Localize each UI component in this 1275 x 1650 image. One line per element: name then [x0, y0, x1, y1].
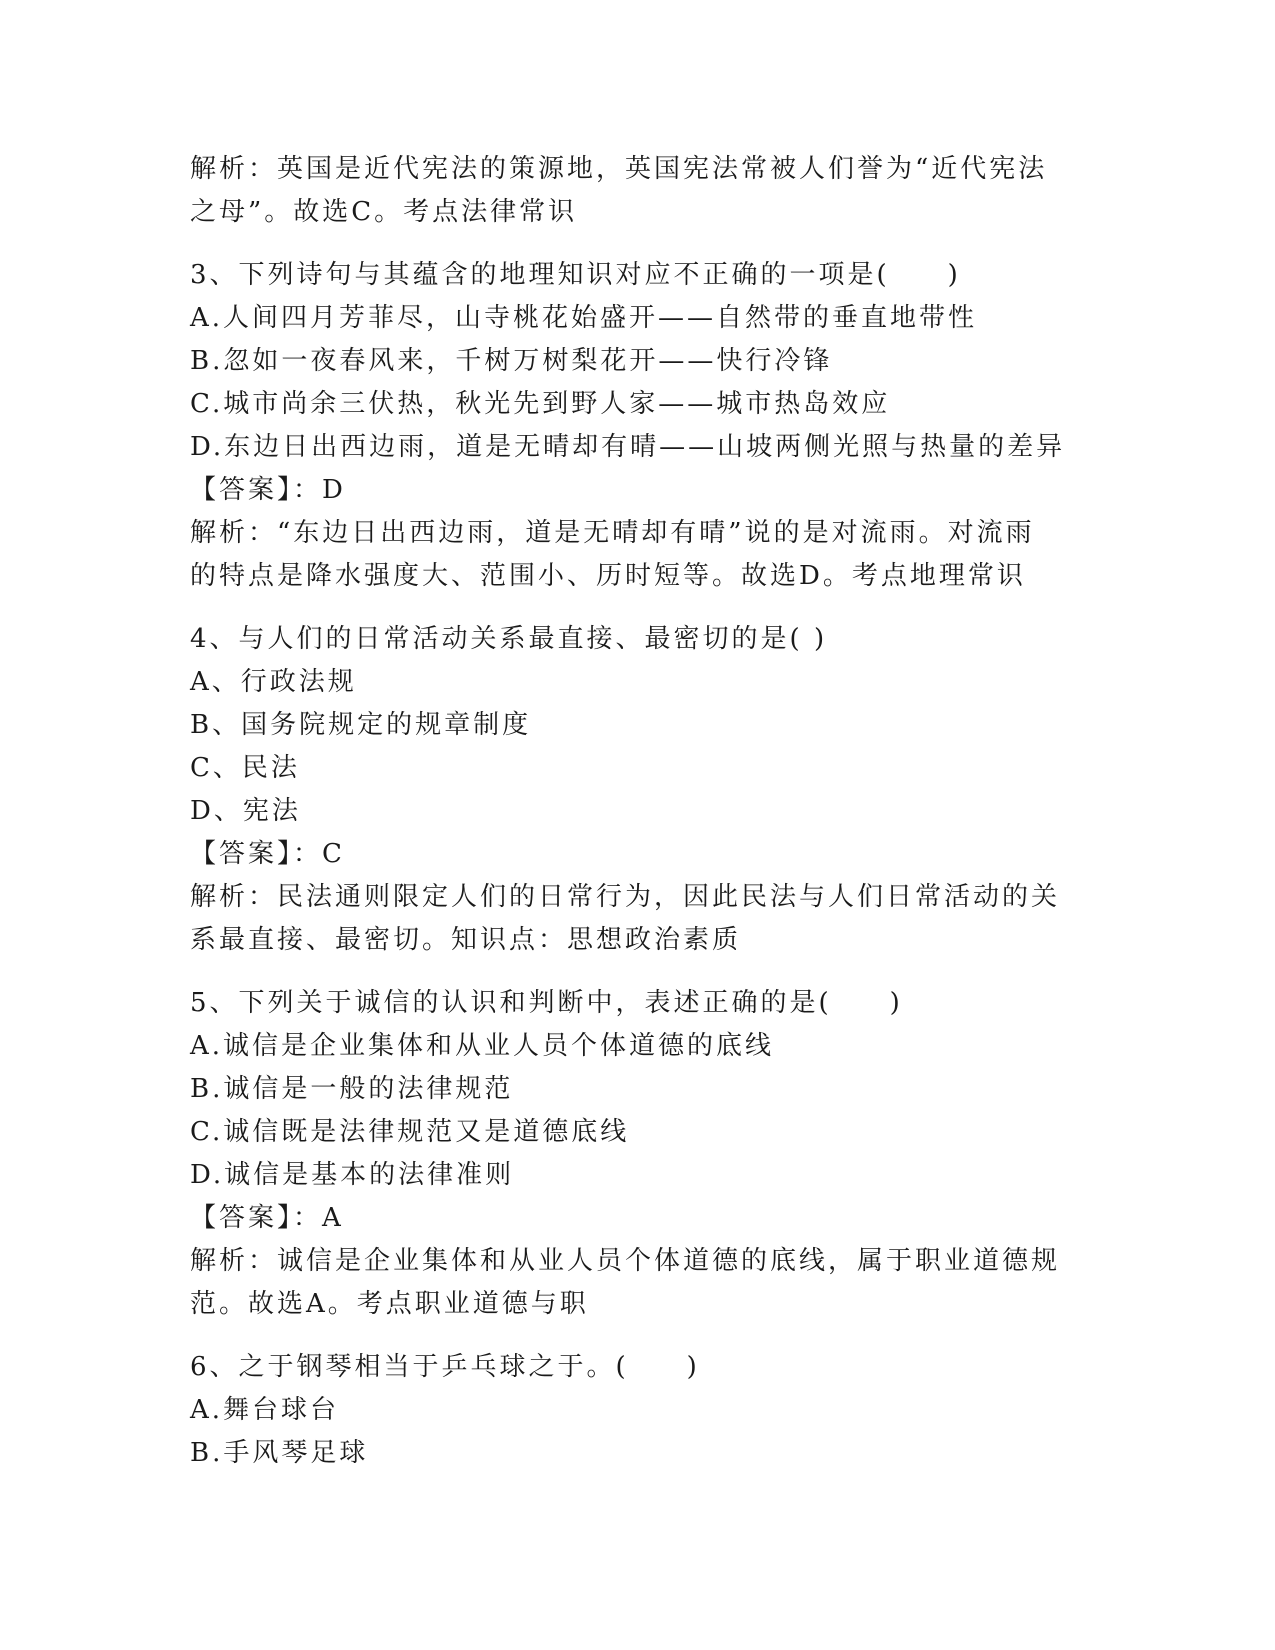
answer-line: 【答案】：C — [190, 839, 345, 869]
option-d: D.东边日出西边雨，道是无晴却有晴——山坡两侧光照与热量的差异 — [190, 432, 1066, 462]
option-d: D.诚信是基本的法律准则 — [190, 1160, 515, 1190]
question-block-3 — [190, 254, 1070, 598]
document-content — [190, 148, 1070, 1475]
answer-line: 【答案】：D — [190, 475, 346, 505]
option-a: A.人间四月芳菲尽，山寺桃花始盛开——自然带的垂直地带性 — [190, 303, 978, 333]
option-b: B.忽如一夜春风来，千树万树梨花开——快行冷锋 — [190, 346, 833, 376]
analysis-line: 之母”。故选C。考点法律常识 — [190, 197, 578, 227]
option-c: C.诚信既是法律规范又是道德底线 — [190, 1117, 630, 1147]
analysis-line: 解析：英国是近代宪法的策源地，英国宪法常被人们誉为“近代宪法 — [190, 154, 1048, 184]
option-b: B、国务院规定的规章制度 — [190, 710, 532, 740]
option-c: C.城市尚余三伏热，秋光先到野人家——城市热岛效应 — [190, 389, 891, 419]
question-text: 6、之于钢琴相当于乒乓球之于。( ) — [190, 1352, 700, 1382]
question-block-5 — [190, 982, 1070, 1326]
question-block-6 — [190, 1346, 1070, 1475]
analysis-line: 的特点是降水强度大、范围小、历时短等。故选D。考点地理常识 — [190, 561, 1026, 591]
option-a: A、行政法规 — [190, 667, 357, 697]
option-a: A.诚信是企业集体和从业人员个体道德的底线 — [190, 1031, 775, 1061]
option-a: A.舞台球台 — [190, 1395, 340, 1425]
option-b: B.诚信是一般的法律规范 — [190, 1074, 514, 1104]
analysis-line: 系最直接、最密切。知识点：思想政治素质 — [190, 925, 742, 955]
question-block-2-tail — [190, 148, 1070, 234]
analysis-line: 解析：诚信是企业集体和从业人员个体道德的底线，属于职业道德规 — [190, 1246, 1061, 1276]
analysis-line: 范。故选A。考点职业道德与职 — [190, 1289, 589, 1319]
option-c: C、民法 — [190, 753, 300, 783]
question-block-4 — [190, 618, 1070, 962]
question-text: 5、下列关于诚信的认识和判断中，表述正确的是( ) — [190, 988, 903, 1018]
answer-line: 【答案】：A — [190, 1203, 344, 1233]
option-b: B.手风琴足球 — [190, 1438, 369, 1468]
question-text: 3、下列诗句与其蕴含的地理知识对应不正确的一项是( ) — [190, 260, 961, 290]
option-d: D、宪法 — [190, 796, 301, 826]
analysis-line: 解析：“东边日出西边雨，道是无晴却有晴”说的是对流雨。对流雨 — [190, 518, 1035, 548]
question-text: 4、与人们的日常活动关系最直接、最密切的是( ) — [190, 624, 828, 654]
analysis-line: 解析：民法通则限定人们的日常行为，因此民法与人们日常活动的关 — [190, 882, 1061, 912]
